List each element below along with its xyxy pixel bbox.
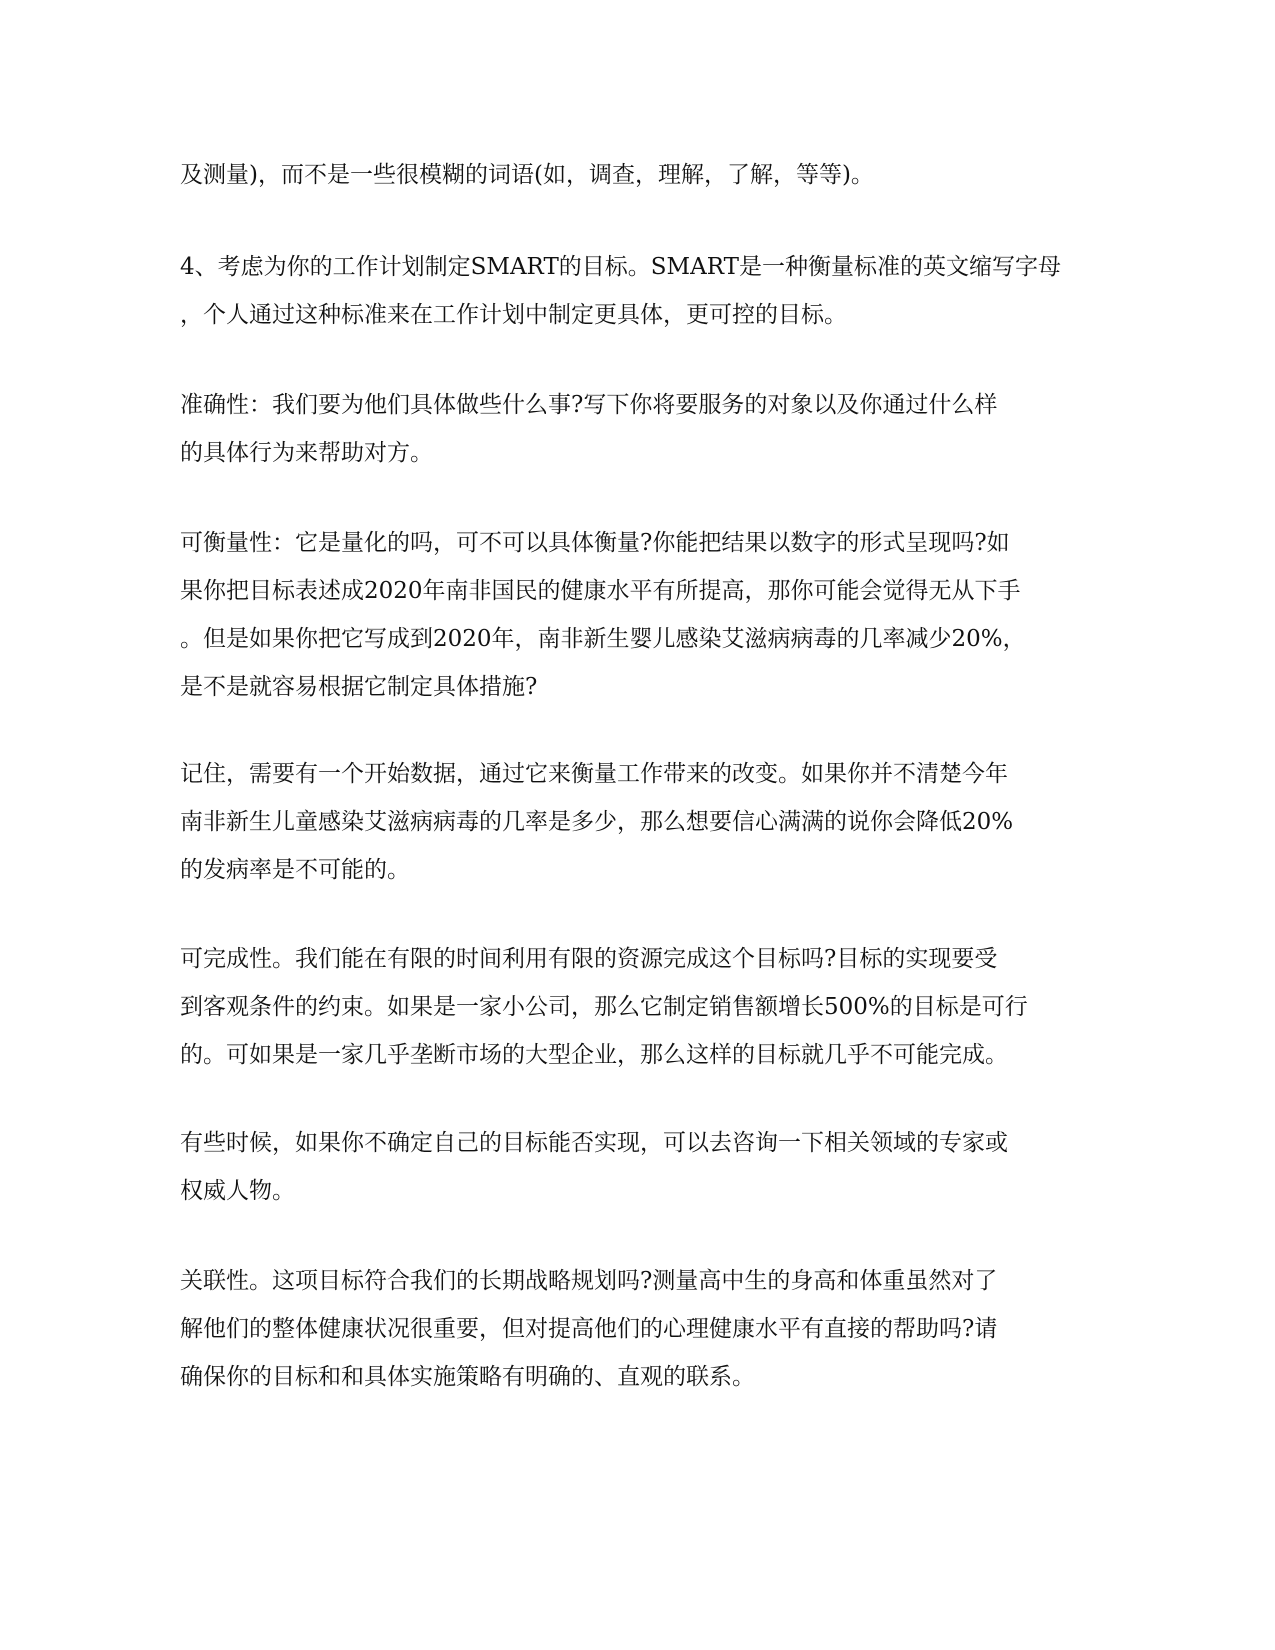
- text-line: 的发病率是不可能的。: [180, 857, 410, 883]
- text-line: 。但是如果你把它写成到2020年，南非新生婴儿感染艾滋病病毒的几率减少20%，: [180, 626, 1026, 652]
- paragraph-7: [180, 1119, 1060, 1215]
- paragraph-1: [180, 151, 1060, 199]
- text-line: 4、考虑为你的工作计划制定SMART的目标。SMART是一种衡量标准的英文缩写字母: [180, 254, 1061, 280]
- text-line: 南非新生儿童感染艾滋病病毒的几率是多少，那么想要信心满满的说你会降低20%: [180, 809, 1014, 835]
- text-line: 可衡量性：它是量化的吗，可不可以具体衡量?你能把结果以数字的形式呈现吗?如: [180, 530, 1010, 556]
- text-line: 记住，需要有一个开始数据，通过它来衡量工作带来的改变。如果你并不清楚今年: [180, 761, 1008, 787]
- text-line: 解他们的整体健康状况很重要，但对提高他们的心理健康水平有直接的帮助吗?请: [180, 1316, 998, 1342]
- text-line: 的具体行为来帮助对方。: [180, 440, 433, 466]
- paragraph-6: [180, 935, 1060, 1079]
- text-line: 有些时候，如果你不确定自己的目标能否实现，可以去咨询一下相关领域的专家或: [180, 1130, 1008, 1156]
- text-line: 可完成性。我们能在有限的时间利用有限的资源完成这个目标吗?目标的实现要受: [180, 946, 998, 972]
- paragraph-5: [180, 750, 1060, 894]
- text-line: 关联性。这项目标符合我们的长期战略规划吗?测量高中生的身高和体重虽然对了: [180, 1268, 998, 1294]
- paragraph-3: [180, 381, 1060, 477]
- text-line: 果你把目标表述成2020年南非国民的健康水平有所提高，那你可能会觉得无从下手: [180, 578, 1021, 604]
- paragraph-2: [180, 243, 1060, 339]
- text-line: 是不是就容易根据它制定具体措施?: [180, 674, 538, 700]
- text-line: 权威人物。: [180, 1178, 295, 1204]
- text-line: 及测量)，而不是一些很模糊的词语(如，调查，理解，了解，等等)。: [180, 162, 874, 188]
- text-line: ，个人通过这种标准来在工作计划中制定更具体，更可控的目标。: [180, 302, 847, 328]
- text-line: 的。可如果是一家几乎垄断市场的大型企业，那么这样的目标就几乎不可能完成。: [180, 1042, 1008, 1068]
- text-line: 准确性：我们要为他们具体做些什么事?写下你将要服务的对象以及你通过什么样: [180, 392, 998, 418]
- paragraph-8: [180, 1257, 1060, 1401]
- text-line: 确保你的目标和和具体实施策略有明确的、直观的联系。: [180, 1364, 755, 1390]
- paragraph-4: [180, 519, 1060, 711]
- text-line: 到客观条件的约束。如果是一家小公司，那么它制定销售额增长500%的目标是可行: [180, 994, 1028, 1020]
